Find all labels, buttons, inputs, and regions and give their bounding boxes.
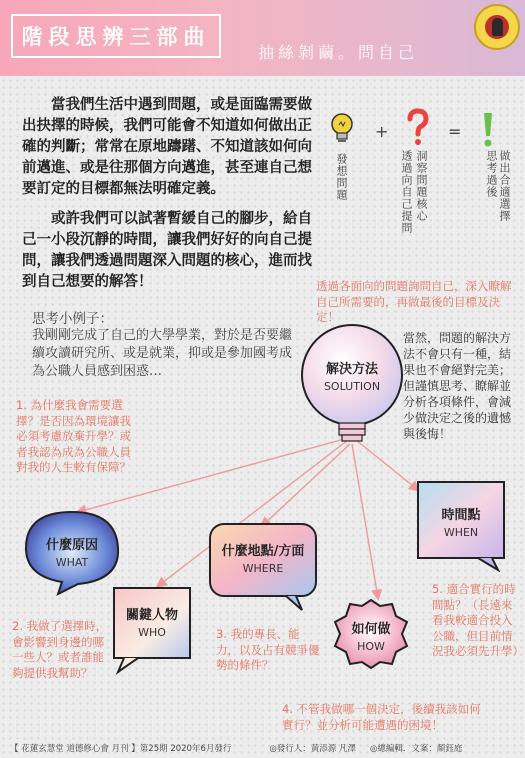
note-4: 4. 不管我做哪一個決定，後續我該如何實行？並分析可能遭遇的困境！: [282, 702, 481, 732]
note-top: 透過各面向的問題詢問自己，深入瞭解自己所需要的，再做最後的目標及決定！: [316, 279, 512, 324]
equation-label-2: 洞察問題核心: [415, 150, 428, 222]
how-label-zh: 如何做: [351, 621, 391, 637]
arrow-to-where: [262, 444, 350, 526]
when-label-zh: 時間點: [441, 507, 481, 523]
equation-label-4: 思考過後: [485, 150, 498, 198]
how-label-en: HOW: [357, 639, 385, 653]
note-5: 5. 適合實行的時間點？（長遠來看我較適合投入公職，但目前情況我必須先升學）: [432, 582, 524, 658]
when-label-en: WHEN: [443, 525, 479, 539]
solution-label-en: SOLUTION: [323, 379, 381, 393]
equals-sign: =: [448, 122, 462, 141]
when-bubble: [418, 498, 504, 544]
solution-bubble: [302, 350, 402, 400]
note-3: 3. 我的專長、能力，以及占有競爭優勢的條件？: [216, 627, 320, 672]
example-title: 思考小例子：: [32, 311, 113, 327]
what-label-zh: 什麼原因: [45, 537, 98, 553]
what-label-en: WHAT: [55, 555, 89, 569]
footer: [0, 738, 525, 758]
footer-editor: ◎總編輯．文案：顏鈺庭: [370, 744, 463, 754]
plus-sign: +: [375, 122, 389, 141]
note-2: 2. 我做了選擇時，會影響到身邊的哪一些人？或者誰能夠提供我幫助？: [12, 619, 108, 680]
footer-publication: 【 花蓮玄慧堂 道德修心會 月刊 】第25期 2020年6月發行: [10, 744, 232, 754]
where-bubble: [210, 534, 316, 580]
who-bubble: [114, 598, 190, 644]
intro-paragraph-2: 或許我們可以試著暫緩自己的腳步，給自己一小段沉靜的時間，讓我們好好的向自己提問，讓我們透過問題深入問題的核心，進而找到自己想要的解答！: [22, 211, 312, 290]
page-subtitle: 抽絲剝繭。問自己: [258, 43, 419, 62]
equation-label-5: 做出合適選擇: [498, 150, 511, 222]
page-title: 階段思辨三部曲: [21, 25, 211, 49]
who-label-en: WHO: [138, 625, 166, 639]
equation-label-1: 發想問題: [335, 153, 348, 201]
intro-paragraph-1: 當我們生活中遇到問題，或是面臨需要做出抉擇的時候，我們可能會不知道如何做出正確的判斷；常常在原地躊躇、不知道該如何向前邁進、或是往那個方向邁進，甚至連自己想要訂定的目標都無法明確定義。: [22, 97, 312, 197]
note-right: 當然，問題的解決方法不會只有一種，結果也不會絕對完美；但謹慎思考、瞭解並分析各項條件，會減少做決定之後的遺憾與後悔！: [403, 331, 512, 441]
what-bubble: [26, 528, 118, 574]
example-body: 我剛剛完成了自己的大學學業，對於是否要繼續攻讀研究所、或是就業，抑或是參加國考成為公職人員感到困惑…: [32, 328, 293, 379]
note-1: 1. 為什麼我會需要選擇？是否因為環境讓我必須考慮放棄升學？或者我認為成為公職人員對我的人生較有保障？: [16, 398, 131, 474]
footer-publisher: ◎發行人：黃添源 凡澤: [269, 744, 356, 754]
where-label-zh: 什麼地點/方面: [221, 543, 305, 559]
solution-label-zh: 解決方法: [325, 361, 378, 377]
equation-label-3: 透過向自己提問: [400, 150, 413, 234]
where-label-en: WHERE: [242, 561, 284, 575]
who-label-zh: 關鍵人物: [125, 607, 178, 623]
arrow-to-how: [352, 444, 378, 598]
how-bubble: [334, 612, 408, 658]
